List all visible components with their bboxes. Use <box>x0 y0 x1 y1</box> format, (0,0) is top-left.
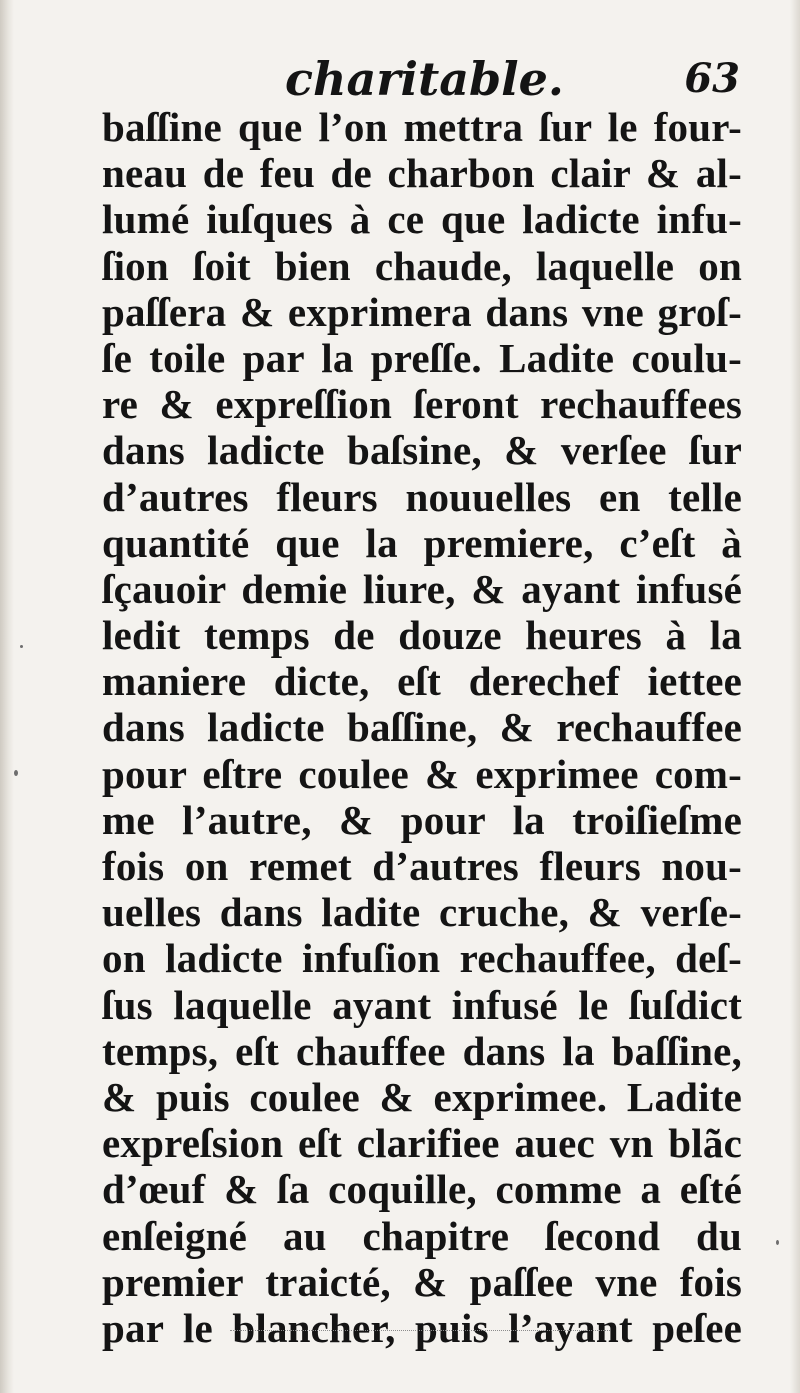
ink-speck <box>20 645 23 648</box>
text-line: fois on remet d’autres fleurs nou- <box>102 843 742 889</box>
text-line: me l’autre, & pour la troiſieſme <box>102 796 742 843</box>
text-line: maniere dicte, eſt derechef iettee <box>102 658 742 705</box>
ink-speck <box>14 770 18 776</box>
text-line: neau de feu de charbon clair & al- <box>102 150 742 197</box>
text-line: uelles dans ladite cruche, & verſe- <box>102 889 742 936</box>
binding-gutter <box>0 0 14 1393</box>
text-line: & puis coulee & exprimee. Ladite <box>102 1073 742 1120</box>
text-line: on ladicte infuſion rechauffee, deſ- <box>102 935 742 982</box>
text-line: quantité que la premiere, c’eſt à <box>102 519 742 566</box>
body-text <box>102 104 742 1351</box>
text-line: dans ladicte baſsine, & verſee ſur <box>102 427 742 474</box>
text-line: enſeigné au chapitre ſecond du <box>102 1212 742 1259</box>
text-line: ſion ſoit bien chaude, laquelle on <box>102 242 742 289</box>
page-number: 63 <box>684 55 740 102</box>
text-line: ſçauoir demie liure, & ayant infusé <box>102 565 742 612</box>
text-line: expreſsion eſt clarifiee auec vn blãc <box>102 1120 742 1167</box>
text-line: ledit temps de douze heures à la <box>102 612 742 659</box>
text-line: ſus laquelle ayant infusé le ſuſdict <box>102 981 742 1028</box>
ink-speck <box>776 1240 779 1245</box>
text-line: lumé iuſques à ce que ladicte infu- <box>102 196 742 243</box>
text-line: pour eſtre coulee & exprimee com- <box>102 750 742 797</box>
text-line: re & expreſſion ſeront rechauffees <box>102 381 742 428</box>
text-line: d’œuf & ſa coquille, comme a eſté <box>102 1166 742 1213</box>
text-line: ſe toile par la preſſe. Ladite coulu- <box>102 334 742 381</box>
text-line: dans ladicte baſſine, & rechauffee <box>102 704 742 751</box>
bottom-rule <box>230 1330 610 1332</box>
text-line: baſſine que l’on mettra ſur le four- <box>102 104 742 150</box>
text-line: d’autres fleurs nouuelles en telle <box>102 473 742 520</box>
running-title: charitable. <box>285 52 564 106</box>
text-line: temps, eſt chauffee dans la baſſine, <box>102 1027 742 1074</box>
text-line: premier traicté, & paſſee vne fois <box>102 1258 742 1305</box>
page-edge <box>790 0 800 1393</box>
text-line: paſſera & exprimera dans vne groſ- <box>102 288 742 335</box>
page-header <box>100 50 740 108</box>
text-line: par le blancher, puis l’ayant peſee <box>102 1304 742 1351</box>
